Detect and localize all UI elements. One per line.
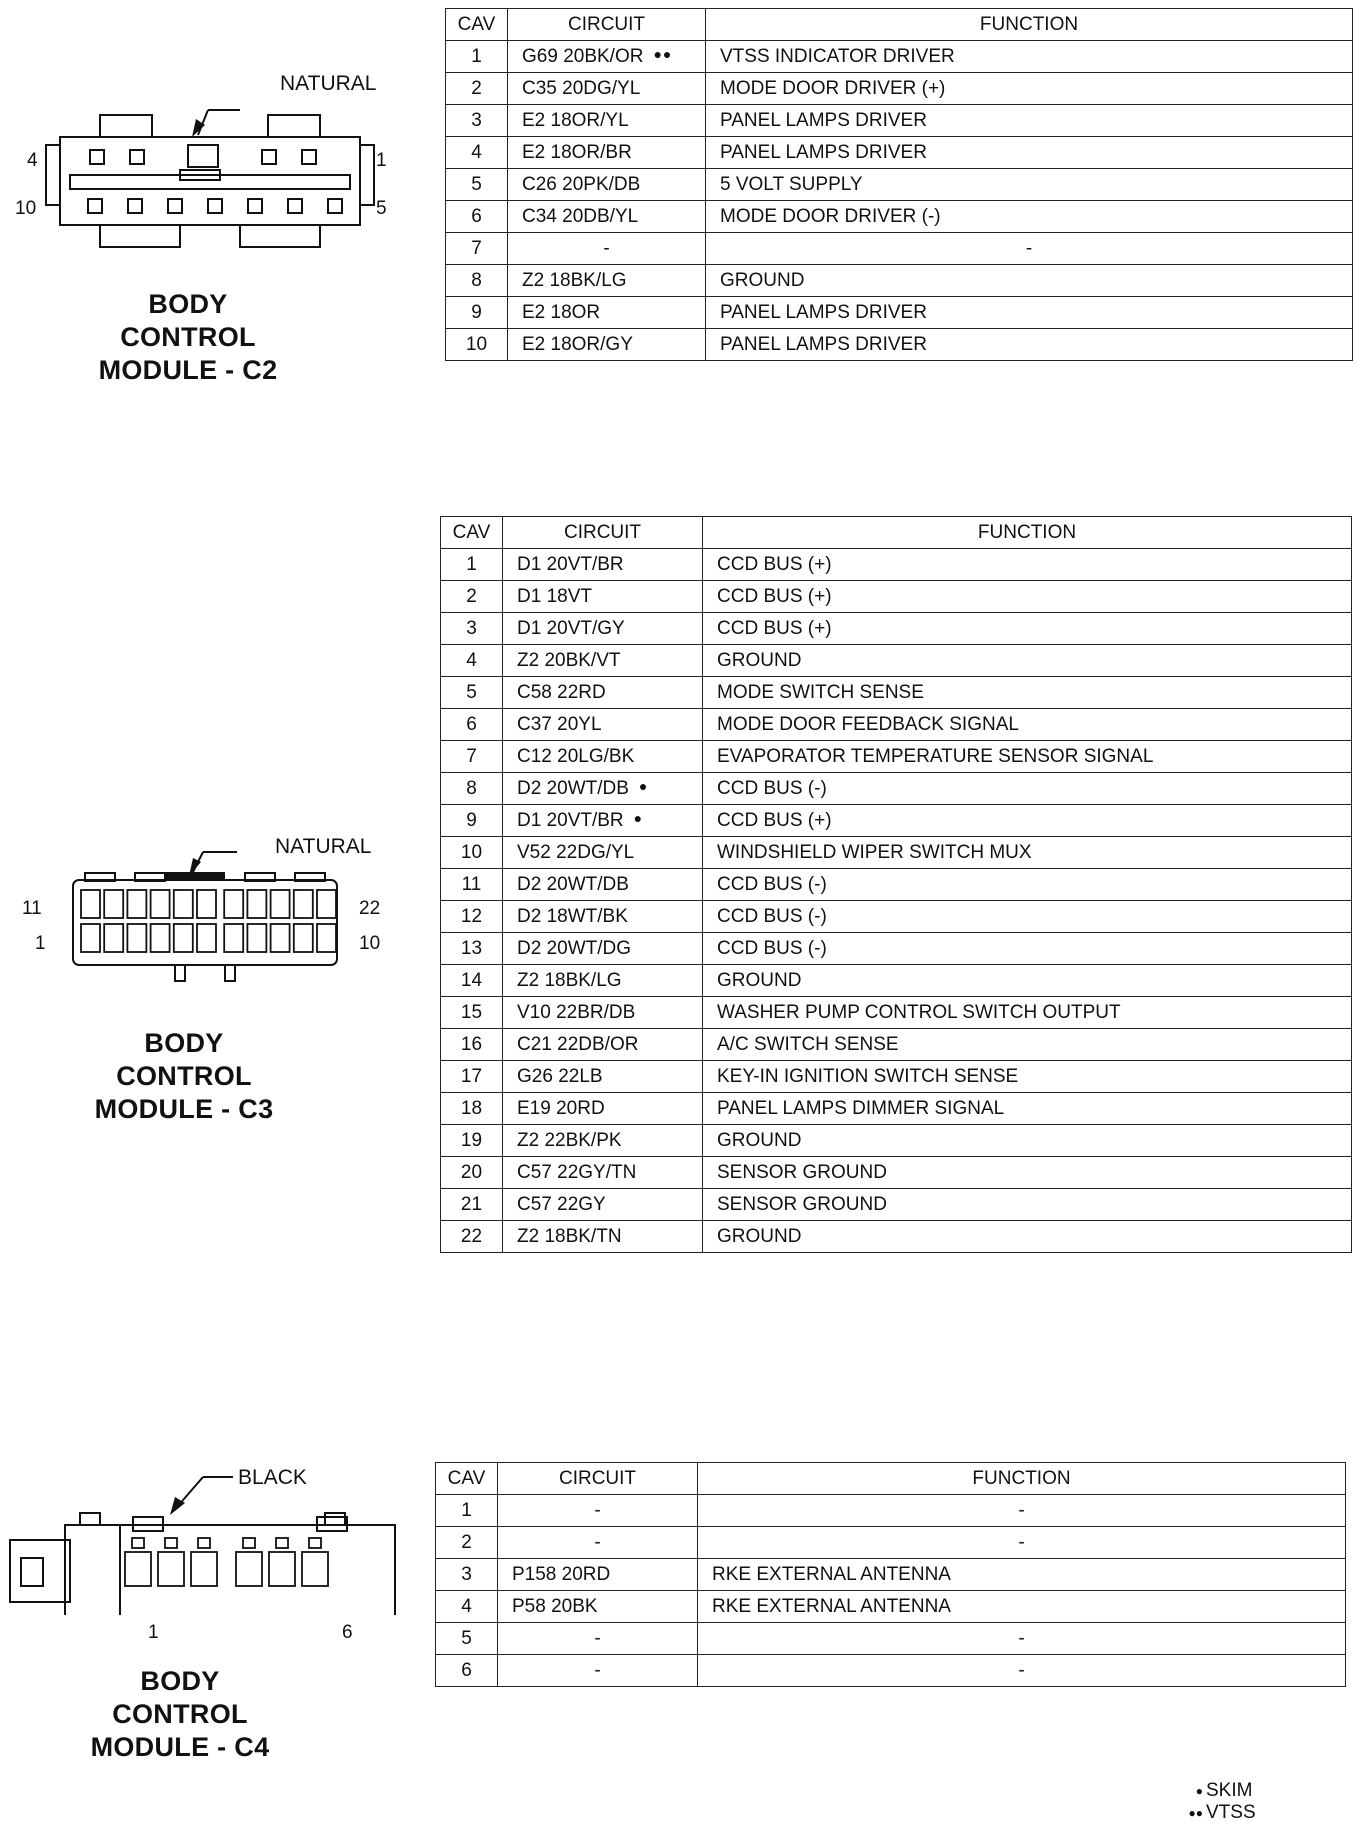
title-line: BODY — [148, 289, 228, 319]
circuit-cell — [503, 965, 703, 997]
cav-cell: 14 — [441, 965, 503, 997]
table-row — [441, 1029, 1352, 1061]
cav-cell: 5 — [441, 677, 503, 709]
table-row — [441, 645, 1352, 677]
table-row — [441, 901, 1352, 933]
function-cell: A/C SWITCH SENSE — [703, 1029, 1352, 1061]
circuit-text: - — [594, 1531, 601, 1553]
connector-cavity — [247, 890, 266, 918]
connector-cavity — [224, 890, 243, 918]
circuit-cell — [503, 741, 703, 773]
circuit-text: C58 22RD — [517, 681, 606, 703]
cav-cell: 8 — [446, 265, 508, 297]
c4-pin-label: 1 — [148, 1622, 159, 1643]
table-row — [446, 297, 1353, 329]
legend-item-vtss — [1185, 1802, 1256, 1824]
table-row — [446, 73, 1353, 105]
circuit-cell — [503, 1221, 703, 1253]
cav-cell: 5 — [436, 1623, 498, 1655]
single-dot-icon: ● — [638, 777, 649, 794]
circuit-cell — [503, 549, 703, 581]
circuit-cell — [503, 933, 703, 965]
function-cell: WASHER PUMP CONTROL SWITCH OUTPUT — [703, 997, 1352, 1029]
cav-cell: 7 — [446, 233, 508, 265]
cav-cell: 10 — [446, 329, 508, 361]
circuit-cell — [498, 1495, 698, 1527]
circuit-text: Z2 18BK/LG — [522, 269, 627, 291]
cav-cell: 13 — [441, 933, 503, 965]
circuit-text: Z2 18BK/LG — [517, 969, 622, 991]
cav-cell: 10 — [441, 837, 503, 869]
function-cell: WINDSHIELD WIPER SWITCH MUX — [703, 837, 1352, 869]
connector-cavity — [127, 890, 146, 918]
circuit-text: - — [603, 237, 610, 259]
header-function: FUNCTION — [703, 517, 1352, 549]
cav-cell: 1 — [436, 1495, 498, 1527]
function-cell: RKE EXTERNAL ANTENNA — [698, 1591, 1346, 1623]
function-cell: MODE SWITCH SENSE — [703, 677, 1352, 709]
table-row — [441, 549, 1352, 581]
connector-cavity — [104, 924, 123, 952]
circuit-cell — [508, 41, 706, 73]
circuit-text: C12 20LG/BK — [517, 745, 635, 767]
connector-cavity-latch — [198, 1538, 210, 1548]
circuit-cell — [498, 1655, 698, 1687]
function-cell: EVAPORATOR TEMPERATURE SENSOR SIGNAL — [703, 741, 1352, 773]
circuit-text: D1 20VT/GY — [517, 617, 625, 639]
circuit-text: D2 18WT/BK — [517, 905, 628, 927]
circuit-text: P58 20BK — [512, 1595, 598, 1617]
c4-pin-table — [435, 1462, 1346, 1687]
cav-cell: 12 — [441, 901, 503, 933]
circuit-text: Z2 20BK/VT — [517, 649, 621, 671]
circuit-text: Z2 18BK/TN — [517, 1225, 622, 1247]
header-circuit: CIRCUIT — [503, 517, 703, 549]
function-cell: - — [698, 1527, 1346, 1559]
function-cell: GROUND — [703, 965, 1352, 997]
cav-cell: 6 — [446, 201, 508, 233]
circuit-text: C34 20DB/YL — [522, 205, 639, 227]
single-dot-icon: ● — [1195, 1784, 1203, 1798]
connector-cavity — [125, 1552, 151, 1586]
connector-cavity-latch — [165, 1538, 177, 1548]
function-cell: CCD BUS (+) — [703, 549, 1352, 581]
title-line: CONTROL — [116, 1061, 252, 1091]
cav-cell: 8 — [441, 773, 503, 805]
circuit-text: C37 20YL — [517, 713, 602, 735]
cav-cell: 3 — [446, 105, 508, 137]
cav-cell: 4 — [436, 1591, 498, 1623]
circuit-cell — [503, 613, 703, 645]
cav-cell: 1 — [441, 549, 503, 581]
function-cell: MODE DOOR DRIVER (-) — [706, 201, 1353, 233]
function-cell: SENSOR GROUND — [703, 1189, 1352, 1221]
table-row — [446, 41, 1353, 73]
circuit-text: - — [594, 1659, 601, 1681]
connector-cavity — [294, 890, 313, 918]
function-cell: PANEL LAMPS DRIVER — [706, 105, 1353, 137]
header-function: FUNCTION — [698, 1463, 1346, 1495]
c3-pin-table — [440, 516, 1352, 1253]
header-function: FUNCTION — [706, 9, 1353, 41]
function-cell: GROUND — [703, 1221, 1352, 1253]
table-row — [446, 169, 1353, 201]
circuit-cell — [498, 1559, 698, 1591]
table-row — [436, 1495, 1346, 1527]
circuit-text: D1 20VT/BR — [517, 553, 624, 575]
table-row — [441, 741, 1352, 773]
c3-pin-label: 11 — [22, 898, 42, 919]
table-row — [441, 933, 1352, 965]
table-row — [441, 1125, 1352, 1157]
circuit-cell — [503, 1029, 703, 1061]
connector-cavity — [197, 890, 216, 918]
cav-cell: 9 — [446, 297, 508, 329]
c2-pin-table — [445, 8, 1353, 361]
connector-cavity — [81, 890, 100, 918]
connector-cavity — [158, 1552, 184, 1586]
cav-cell: 6 — [441, 709, 503, 741]
connector-cavity — [317, 924, 336, 952]
connector-cavity — [81, 924, 100, 952]
connector-cavity — [269, 1552, 295, 1586]
c4-module-title — [80, 1665, 280, 1764]
table-row — [446, 105, 1353, 137]
circuit-cell — [508, 297, 706, 329]
table-row — [441, 1061, 1352, 1093]
connector-cavity — [174, 924, 193, 952]
c3-connector-diagram — [55, 840, 355, 1000]
table-row — [436, 1655, 1346, 1687]
function-cell: MODE DOOR DRIVER (+) — [706, 73, 1353, 105]
circuit-cell — [503, 1189, 703, 1221]
header-cav: CAV — [436, 1463, 498, 1495]
function-cell: - — [698, 1655, 1346, 1687]
header-cav: CAV — [441, 517, 503, 549]
cav-cell: 3 — [441, 613, 503, 645]
circuit-text: D2 20WT/DB — [517, 873, 629, 895]
function-cell: CCD BUS (-) — [703, 773, 1352, 805]
circuit-cell — [508, 233, 706, 265]
circuit-text: - — [594, 1627, 601, 1649]
circuit-cell — [508, 329, 706, 361]
c2-pin-label: 4 — [27, 150, 38, 171]
function-cell: - — [698, 1495, 1346, 1527]
cav-cell: 20 — [441, 1157, 503, 1189]
table-row — [441, 773, 1352, 805]
cav-cell: 3 — [436, 1559, 498, 1591]
circuit-text: V52 22DG/YL — [517, 841, 635, 863]
header-circuit: CIRCUIT — [508, 9, 706, 41]
function-cell: PANEL LAMPS DRIVER — [706, 297, 1353, 329]
connector-cavity — [174, 890, 193, 918]
circuit-cell — [503, 709, 703, 741]
table-row — [441, 965, 1352, 997]
table-row — [441, 613, 1352, 645]
circuit-cell — [498, 1591, 698, 1623]
table-row — [441, 1189, 1352, 1221]
c2-connector-color-label: NATURAL — [280, 72, 377, 95]
circuit-text: - — [594, 1499, 601, 1521]
circuit-text: P158 20RD — [512, 1563, 611, 1585]
title-line: CONTROL — [112, 1699, 248, 1729]
table-row — [441, 677, 1352, 709]
connector-cavity-latch — [243, 1538, 255, 1548]
cav-cell: 4 — [441, 645, 503, 677]
function-cell: GROUND — [703, 1125, 1352, 1157]
circuit-text: D1 18VT — [517, 585, 592, 607]
c3-connector-color-label: NATURAL — [275, 835, 372, 858]
table-header-row — [441, 517, 1352, 549]
circuit-cell — [503, 997, 703, 1029]
c3-pin-label: 22 — [359, 898, 381, 919]
connector-cavity — [247, 924, 266, 952]
circuit-text: E2 18OR — [522, 301, 601, 323]
circuit-cell — [508, 105, 706, 137]
cav-cell: 11 — [441, 869, 503, 901]
table-row — [436, 1591, 1346, 1623]
circuit-cell — [508, 73, 706, 105]
title-line: MODULE - C4 — [90, 1732, 270, 1762]
circuit-cell — [503, 1093, 703, 1125]
function-cell: CCD BUS (-) — [703, 933, 1352, 965]
circuit-text: E2 18OR/BR — [522, 141, 632, 163]
function-cell: MODE DOOR FEEDBACK SIGNAL — [703, 709, 1352, 741]
circuit-text: C57 22GY/TN — [517, 1161, 637, 1183]
circuit-text: Z2 22BK/PK — [517, 1129, 622, 1151]
c3-pin-label: 1 — [35, 933, 46, 954]
table-row — [446, 233, 1353, 265]
circuit-cell — [508, 265, 706, 297]
function-cell: - — [698, 1623, 1346, 1655]
function-cell: CCD BUS (+) — [703, 613, 1352, 645]
function-cell: SENSOR GROUND — [703, 1157, 1352, 1189]
connector-cavity-latch — [276, 1538, 288, 1548]
table-header-row — [446, 9, 1353, 41]
c2-pin-label: 5 — [376, 198, 387, 219]
title-line: BODY — [140, 1666, 220, 1696]
title-line: MODULE - C2 — [98, 355, 278, 385]
cav-cell: 2 — [436, 1527, 498, 1559]
circuit-cell — [503, 1125, 703, 1157]
legend-item-skim — [1185, 1780, 1256, 1802]
header-circuit: CIRCUIT — [498, 1463, 698, 1495]
circuit-text: E2 18OR/GY — [522, 333, 633, 355]
cav-cell: 9 — [441, 805, 503, 837]
c2-pin-label: 10 — [15, 198, 37, 219]
connector-cavity — [271, 924, 290, 952]
table-row — [441, 1221, 1352, 1253]
c2-connector-diagram — [40, 95, 380, 265]
circuit-cell — [508, 169, 706, 201]
circuit-text: D2 20WT/DB — [517, 777, 629, 799]
cav-cell: 18 — [441, 1093, 503, 1125]
table-row — [446, 265, 1353, 297]
connector-cavity — [151, 890, 170, 918]
circuit-text: G69 20BK/OR — [522, 45, 644, 67]
c2-module-title — [88, 288, 288, 387]
function-cell: GROUND — [706, 265, 1353, 297]
connector-cavity — [271, 890, 290, 918]
cav-cell: 16 — [441, 1029, 503, 1061]
c2-pin-label: 1 — [376, 150, 387, 171]
circuit-text: C26 20PK/DB — [522, 173, 641, 195]
single-dot-icon: ● — [633, 809, 644, 826]
connector-cavity — [302, 1552, 328, 1586]
table-row — [441, 837, 1352, 869]
cav-cell: 1 — [446, 41, 508, 73]
circuit-cell — [498, 1527, 698, 1559]
cav-cell: 15 — [441, 997, 503, 1029]
table-row — [441, 805, 1352, 837]
cav-cell: 7 — [441, 741, 503, 773]
table-row — [446, 201, 1353, 233]
circuit-cell — [503, 581, 703, 613]
function-cell: PANEL LAMPS DRIVER — [706, 137, 1353, 169]
function-cell: RKE EXTERNAL ANTENNA — [698, 1559, 1346, 1591]
cav-cell: 19 — [441, 1125, 503, 1157]
function-cell: KEY-IN IGNITION SWITCH SENSE — [703, 1061, 1352, 1093]
connector-cavity — [317, 890, 336, 918]
function-cell: 5 VOLT SUPPLY — [706, 169, 1353, 201]
table-row — [436, 1527, 1346, 1559]
cav-cell: 4 — [446, 137, 508, 169]
circuit-cell — [503, 677, 703, 709]
connector-cavity — [104, 890, 123, 918]
title-line: CONTROL — [120, 322, 256, 352]
circuit-text: E2 18OR/YL — [522, 109, 629, 131]
table-row — [441, 581, 1352, 613]
connector-cavity — [191, 1552, 217, 1586]
circuit-text: G26 22LB — [517, 1065, 603, 1087]
circuit-cell — [498, 1623, 698, 1655]
function-cell: CCD BUS (-) — [703, 869, 1352, 901]
double-dot-icon: ●● — [653, 45, 673, 62]
legend — [1185, 1780, 1256, 1824]
cav-cell: 22 — [441, 1221, 503, 1253]
table-row — [446, 137, 1353, 169]
connector-cavity — [236, 1552, 262, 1586]
function-cell: CCD BUS (+) — [703, 805, 1352, 837]
c4-pin-label: 6 — [342, 1622, 353, 1643]
cav-cell: 17 — [441, 1061, 503, 1093]
function-cell: CCD BUS (+) — [703, 581, 1352, 613]
circuit-cell — [508, 201, 706, 233]
header-cav: CAV — [446, 9, 508, 41]
cav-cell: 6 — [436, 1655, 498, 1687]
title-line: BODY — [144, 1028, 224, 1058]
circuit-cell — [503, 805, 703, 837]
title-line: MODULE - C3 — [94, 1094, 274, 1124]
legend-label: SKIM — [1206, 1780, 1253, 1801]
cav-cell: 5 — [446, 169, 508, 201]
table-header-row — [436, 1463, 1346, 1495]
function-cell: VTSS INDICATOR DRIVER — [706, 41, 1353, 73]
circuit-cell — [503, 645, 703, 677]
double-dot-icon: ●● — [1188, 1806, 1203, 1820]
table-row — [441, 997, 1352, 1029]
function-cell: GROUND — [703, 645, 1352, 677]
cav-cell: 2 — [446, 73, 508, 105]
circuit-text: D2 20WT/DG — [517, 937, 632, 959]
cav-cell: 2 — [441, 581, 503, 613]
connector-cavity — [224, 924, 243, 952]
c3-module-title — [84, 1027, 284, 1126]
table-row — [441, 709, 1352, 741]
circuit-cell — [503, 869, 703, 901]
function-cell: CCD BUS (-) — [703, 901, 1352, 933]
connector-cavity — [197, 924, 216, 952]
function-cell: PANEL LAMPS DIMMER SIGNAL — [703, 1093, 1352, 1125]
circuit-text: C21 22DB/OR — [517, 1033, 639, 1055]
circuit-cell — [503, 773, 703, 805]
c3-pin-label: 10 — [359, 933, 381, 954]
circuit-cell — [503, 837, 703, 869]
circuit-text: V10 22BR/DB — [517, 1001, 636, 1023]
table-row — [441, 1157, 1352, 1189]
connector-cavity — [151, 924, 170, 952]
legend-label: VTSS — [1206, 1802, 1256, 1823]
circuit-text: E19 20RD — [517, 1097, 605, 1119]
function-cell: PANEL LAMPS DRIVER — [706, 329, 1353, 361]
connector-cavity — [294, 924, 313, 952]
c4-connector-color-label: BLACK — [238, 1466, 307, 1489]
table-row — [441, 1093, 1352, 1125]
function-cell: - — [706, 233, 1353, 265]
circuit-text: C57 22GY — [517, 1193, 606, 1215]
c4-connector-diagram — [5, 1455, 400, 1615]
circuit-text: D1 20VT/BR — [517, 809, 624, 831]
table-row — [436, 1559, 1346, 1591]
cav-cell: 21 — [441, 1189, 503, 1221]
table-row — [446, 329, 1353, 361]
connector-cavity — [127, 924, 146, 952]
circuit-cell — [508, 137, 706, 169]
circuit-cell — [503, 1061, 703, 1093]
table-row — [441, 869, 1352, 901]
connector-cavity-latch — [132, 1538, 144, 1548]
connector-cavity-latch — [309, 1538, 321, 1548]
table-row — [436, 1623, 1346, 1655]
circuit-cell — [503, 901, 703, 933]
circuit-cell — [503, 1157, 703, 1189]
circuit-text: C35 20DG/YL — [522, 77, 641, 99]
